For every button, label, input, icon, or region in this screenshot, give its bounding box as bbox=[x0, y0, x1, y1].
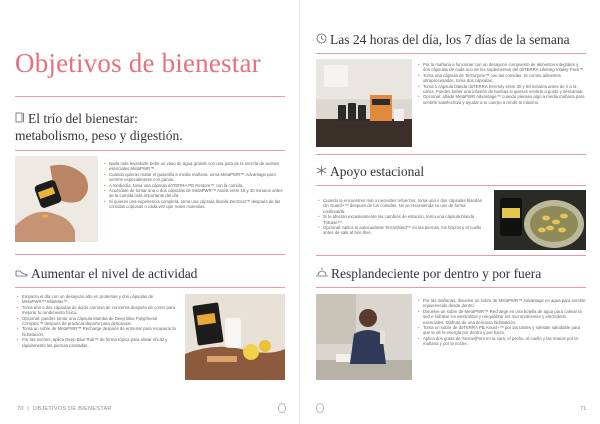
activity-title: Aumentar el nivel de actividad bbox=[31, 266, 198, 281]
list-item: • Si quieres una experiencia completa, toma una cápsula lleanla ZenGest™ después de las comidas copiosas o cada vez que notes molestias. bbox=[104, 199, 286, 210]
seasonal-heading bbox=[316, 164, 424, 180]
radiant-bullets bbox=[418, 298, 586, 347]
radiant-title: Resplandeciente por dentro y por fuera bbox=[331, 266, 542, 281]
list-item: • Empieza el día con un desayuno alto en proteínas y dos cápsulas de MetaPWR™ MitoMax™. bbox=[17, 294, 177, 305]
radiant-top-divider bbox=[316, 255, 586, 256]
hours-bullets bbox=[418, 62, 586, 105]
clock-icon bbox=[316, 33, 327, 48]
right-page bbox=[300, 0, 600, 424]
hours-divider bbox=[316, 53, 586, 54]
trio-bullets bbox=[104, 161, 286, 210]
footer-separator: | bbox=[27, 406, 30, 412]
footer-label: OBJETIVOS DE BIENESTAR bbox=[32, 406, 112, 412]
list-item: • Si te afectan excesivamente los cambios de estación, toma una cápsula blanda TriEase™. bbox=[318, 214, 486, 225]
title-divider bbox=[15, 96, 285, 97]
list-item: • A mediodía, toma una cápsula dōTERRA PB Restore™ con la comida. bbox=[104, 183, 286, 188]
trio-title-line1: El trío del bienestar: bbox=[28, 111, 138, 126]
list-item: • Toma un sobre de dōTERRA PB Assist+™ por las tardes y siéntate saludable para que te dé la energía por dentro y por fuera. bbox=[418, 325, 586, 336]
page-title: Objetivos de bienestar bbox=[15, 48, 261, 78]
trio-heading bbox=[15, 111, 138, 127]
list-item: • Por las mañanas, disuelve un sobre de MetaPWR™ Advantage en agua para sentirte rejuvenecido desde dentro. bbox=[418, 298, 586, 309]
right-page-number: 71 bbox=[579, 406, 586, 412]
list-item: • Toma un sobre de MetaPWR™ Recharge después de entrenar para recuperar la hidratación. bbox=[17, 326, 177, 337]
list-item: • Opcional: aplica el autocuidante TerraShield™ en las piernas, los brazos y el cuello antes de salir al aire libre. bbox=[318, 225, 486, 236]
list-item: • Por la mañana a funcionar con un desayuno compuesto de alimentos integrales y dos cápsulas de cada uno de los suplementos del dōTERRA Lifelong Vitality Pack™. bbox=[418, 62, 586, 73]
list-item: • Toma una cápsula de Terrazyme™ con las comidas. Si comes alimentos ultraprocesados, toma dos cápsulas. bbox=[418, 73, 586, 84]
drop-logo-icon bbox=[278, 403, 286, 413]
drop-logo-icon bbox=[316, 403, 324, 413]
seasonal-bullets bbox=[318, 198, 486, 236]
hours-heading bbox=[316, 32, 570, 48]
list-item: • Disuelve un sobre de MetaPWR™ Recharge en una botella de agua para calmar la sed e hidratar los electrolitos y reequilibrar los micronutrientes y electrolitos esenciales. Disfruta de una deliciosa hidratación. bbox=[418, 309, 586, 325]
woman-drink-photo bbox=[316, 294, 412, 380]
list-item: • Toma una o dos cápsulas de ácido carnosa de cuncerna después de correr para mejorar tu rendimiento físico. bbox=[17, 305, 177, 316]
list-item: • Cuando quieras matar el gusanillo a media mañana, toma MetaPWR™ Advantage para sentirte especialmente con ganas. bbox=[104, 172, 286, 183]
sunrise-icon bbox=[316, 267, 328, 282]
fork-knife-icon bbox=[15, 112, 25, 127]
activity-top-divider bbox=[15, 254, 285, 255]
kitchen-products-photo bbox=[316, 59, 412, 147]
list-item: • Acuérdate de tomar una o dos cápsulas de MetaPWR™ Assist entre 15 y 30 minutos antes de la comida más importante del día. bbox=[104, 188, 286, 199]
shoe-icon bbox=[15, 267, 28, 282]
softgels-bowl-photo bbox=[494, 190, 586, 250]
activity-divider bbox=[15, 287, 285, 288]
list-item: • Opcional: puedes tomar una cápsula Mamba de Deep Blue Polyphenol Complex™ después de practicar deporte para descansar. bbox=[17, 316, 177, 327]
page-number: 70 bbox=[17, 406, 24, 412]
seasonal-top-divider bbox=[316, 154, 586, 155]
list-item: • Nada más levantarte bebe un vaso de agua grande con una gota de la mezcla de aceites esenciales MetaPWR™. bbox=[104, 161, 286, 172]
hours-title: Las 24 horas del día, los 7 días de la semana bbox=[330, 32, 570, 47]
radiant-divider bbox=[316, 287, 586, 288]
recharge-drink-photo bbox=[185, 294, 285, 380]
trio-title-line2: metabolismo, peso y digestión. bbox=[15, 128, 183, 143]
list-item: • Opcional: añade MetaPWR Advantage™ cuando pienses algo a media mañana para sentirte satisfecho/a y ayudar a tu cuerpo a rendir al máximo. bbox=[418, 94, 586, 105]
activity-heading bbox=[15, 266, 197, 282]
activity-bullets bbox=[17, 294, 177, 348]
left-footer bbox=[17, 406, 112, 412]
list-item: • Toma 1 cápsula blanda dōTERRA Serenity entre 30 y 60 minutos antes de ir a la cama. Puedes beber una infusión de hierbas si quieres sentirte a gusto y descansar. bbox=[418, 84, 586, 95]
radiant-heading bbox=[316, 266, 541, 282]
snowflake-icon bbox=[316, 165, 327, 180]
list-item: • Aplica dos gotas de Yarrow|Pom en la cara, el pecho, el cuello y las manos por la mañana y por la noche. bbox=[418, 336, 586, 347]
seasonal-title: Apoyo estacional bbox=[330, 164, 425, 179]
list-item: • Cuando te encuentres mal o necesites refuerzos, toma una o dos cápsulas blandas On Guard+™ después de tus comidas. No se recomienda su uso de forma continuada. bbox=[318, 198, 486, 214]
trio-divider bbox=[15, 150, 285, 151]
seasonal-divider bbox=[316, 185, 586, 186]
list-item: • Por las noches, aplica Deep Blue Rub™ de forma tópica para aliviar eficaz y rápidamente las piernas cansadas. bbox=[17, 337, 177, 348]
hands-capsule-photo bbox=[15, 156, 98, 242]
